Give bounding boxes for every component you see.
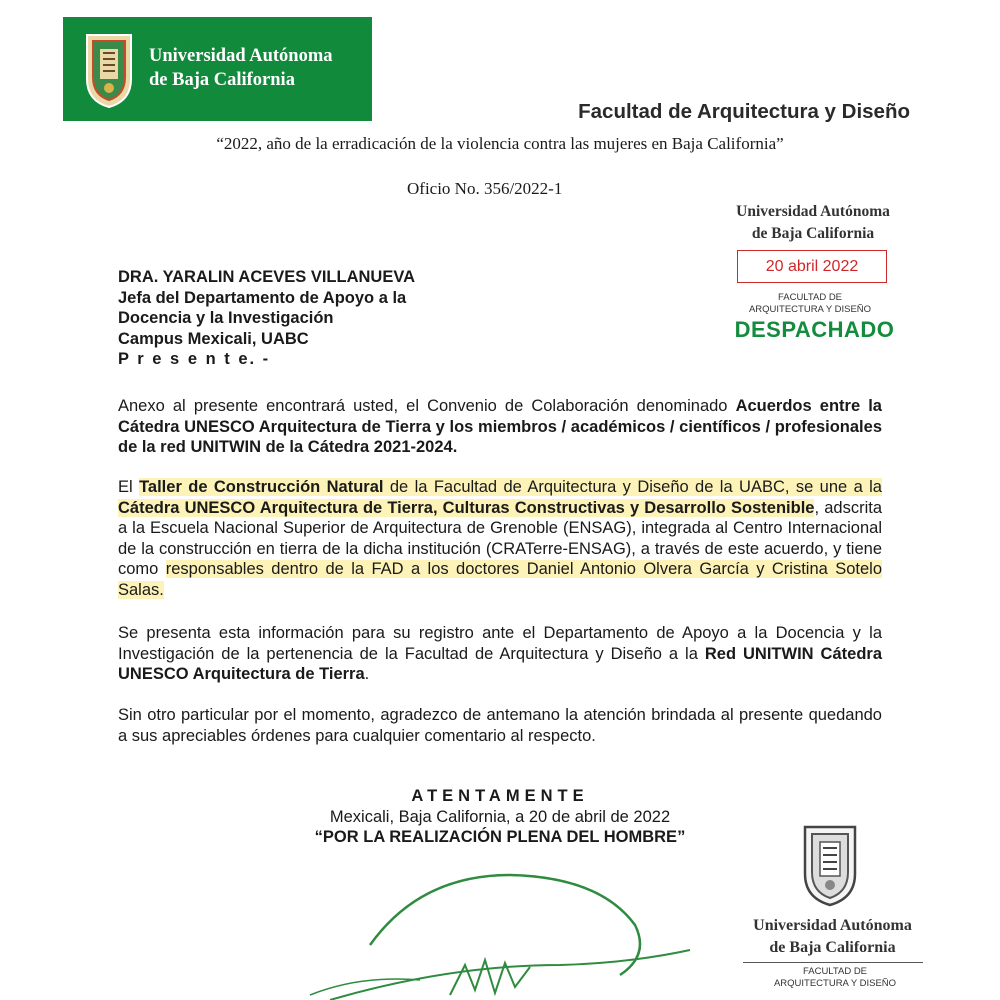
footer-faculty: FACULTAD DE ARQUITECTURA Y DISEÑO [773, 966, 897, 989]
addressee-name: DRA. YARALIN ACEVES VILLANUEVA [118, 268, 416, 286]
stamp-date: 20 abril 2022 [737, 250, 887, 283]
footer-divider [743, 962, 923, 963]
university-logo-banner [63, 17, 372, 121]
paragraph-closing: Sin otro particular por el momento, agradezco de antemano la atención brindada al presente quedando a sus apreciables órdenes para cualquier comentario al respecto. [118, 706, 882, 745]
footer-university: Universidad Autónoma de Baja California [753, 917, 912, 956]
stamp-faculty: FACULTAD DE ARQUITECTURA Y DISEÑO [748, 292, 872, 315]
handwritten-signature [300, 855, 700, 1000]
oficio-number: Oficio No. 356/2022-1 [407, 179, 563, 198]
addressee-campus: Campus Mexicali, UABC [118, 329, 309, 348]
addressee-block [118, 267, 415, 370]
place-date: Mexicali, Baja California, a 20 de abril de 2022 [329, 807, 671, 826]
stamp-university: Universidad Autónoma de Baja California [736, 203, 890, 242]
university-lema: “POR LA REALIZACIÓN PLENA DEL HOMBRE” [314, 828, 686, 846]
faculty-title: Facultad de Arquitectura y Diseño [578, 100, 910, 123]
addressee-role: Jefa del Departamento de Apoyo a la [118, 288, 407, 307]
presente-label: P r e s e n t e. - [118, 350, 271, 368]
atentamente-label: ATENTAMENTE [411, 787, 589, 805]
stamp-status: DESPACHADO [734, 317, 895, 342]
university-seal-icon [83, 31, 135, 109]
addressee-role: Docencia y la Investigación [118, 309, 334, 327]
university-seal-icon [800, 822, 860, 908]
paragraph-workshop: El Taller de Construcción Natural de la Facultad de Arquitectura y Diseño de la UABC, se une a la Cátedra UNESCO Arquitectura de Tierra, Culturas Constructivas y Desarrollo Sostenible, adscrita a la Escuela Nacional Superior de Arquitectura de Grenoble (ENSAG), integrada al Centro Internacional de la construcción en tierra de la dicha institución (CRATerre-ENSAG), a través de este acuerdo, y tiene como responsables dentro de la FAD a los doctores Daniel Antonio Olvera García y Cristina Sotelo Salas. [118, 478, 882, 599]
highlight-responsibles: responsables dentro de la FAD a los doctores Daniel Antonio Olvera García y Cristina Sotelo Salas. [118, 560, 882, 599]
closing-block [250, 786, 750, 848]
highlight-workshop: Taller de Construcción Natural [139, 478, 384, 496]
highlight-chair: Cátedra UNESCO Arquitectura de Tierra, Culturas Constructivas y Desarrollo Sostenible [118, 498, 815, 517]
year-motto: “2022, año de la erradicación de la violencia contra las mujeres en Baja California” [216, 134, 784, 153]
paragraph-registration: Se presenta esta información para su registro ante el Departamento de Apoyo a la Docencia y la Investigación de la pertenencia de la Facultad de Arquitectura y Diseño a la Red UNITWIN Cátedra UNESCO Arquitectura de Tierra. [118, 624, 882, 683]
university-name: Universidad Autónoma de Baja California [149, 46, 333, 90]
paragraph-agreement: Anexo al presente encontrará usted, el Convenio de Colaboración denominado Acuerdos entre la Cátedra UNESCO Arquitectura de Tierra y los miembros / académicos / científicos / profesionales de la red UNITWIN de la Cátedra 2021-2024. [118, 397, 882, 456]
